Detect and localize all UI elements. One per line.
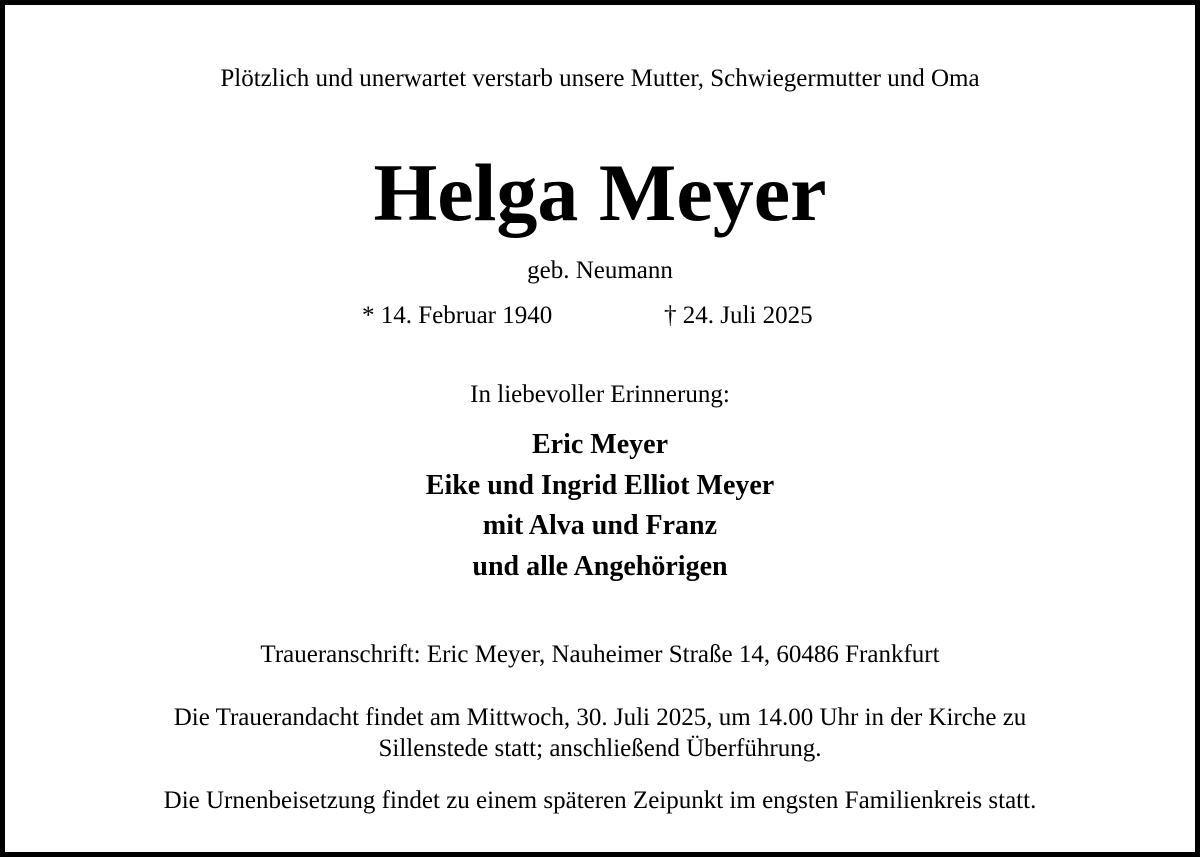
memory-line: In liebevoller Erinnerung: <box>470 381 730 408</box>
birth-date: * 14. Februar 1940 <box>362 302 553 329</box>
maiden-name: geb. Neumann <box>527 257 673 284</box>
mourner-name: Eike und Ingrid Elliot Meyer <box>425 469 775 501</box>
death-date: † 24. Juli 2025 <box>664 302 813 329</box>
burial-info: Die Urnenbeisetzung findet zu einem späteren Zeipunkt im engsten Familienkreis statt. <box>163 787 1037 814</box>
mourners-list <box>5 425 1195 587</box>
mourning-address: Traueranschrift: Eric Meyer, Nauheimer Straße 14, 60486 Frankfurt <box>260 641 940 668</box>
mourner-name: Eric Meyer <box>531 429 669 460</box>
mourner-name: mit Alva und Franz <box>482 510 718 541</box>
deceased-name: Helga Meyer <box>373 147 827 238</box>
service-line: Sillenstede statt; anschließend Überführung. <box>378 735 822 762</box>
life-dates <box>5 303 1195 333</box>
mourner-name: und alle Angehörigen <box>472 550 728 582</box>
intro-text: Plötzlich und unerwartet verstarb unsere Mutter, Schwiegermutter und Oma <box>220 65 980 92</box>
service-info <box>5 702 1195 764</box>
service-line: Die Trauerandacht findet am Mittwoch, 30. Juli 2025, um 14.00 Uhr in der Kirche zu <box>173 704 1027 731</box>
